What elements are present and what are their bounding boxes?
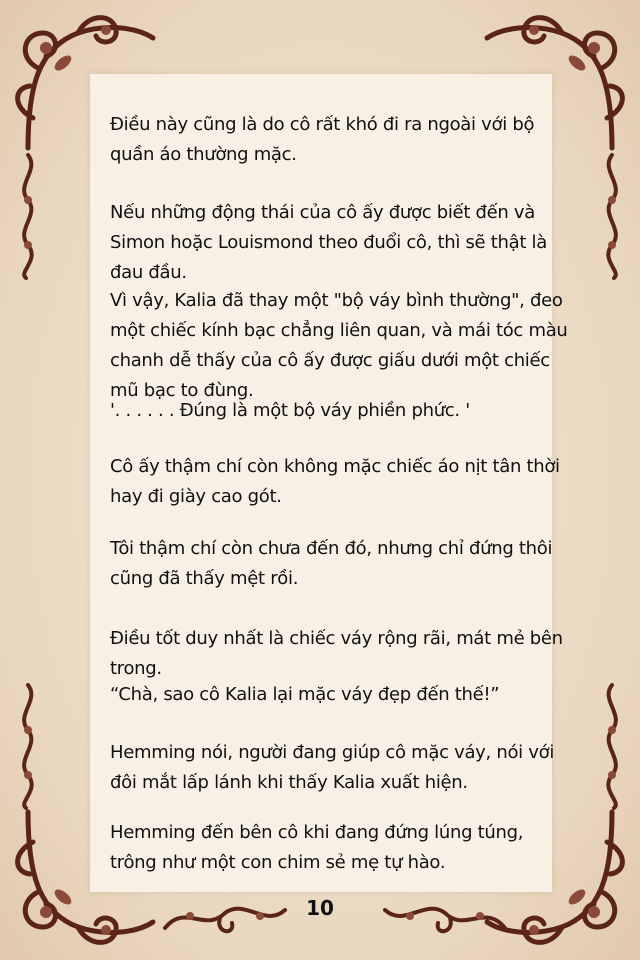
paragraph-3: Vì vậy, Kalia đã thay một "bộ váy bình thường", đeo một chiếc kính bạc chẳng liên quan, và mái tóc màu chanh dễ thấy của cô ấy được giấu dưới một chiếc mũ bạc to đùng. (110, 290, 568, 401)
side-scroll-right-bottom (596, 680, 630, 810)
paragraph-2: Nếu những động thái của cô ấy được biết đến và Simon hoặc Louismond theo đuổi cô, thì sẽ thật là đau đầu. (110, 202, 547, 283)
paragraph-1: Điều này cũng là do cô rất khó đi ra ngoài với bộ quần áo thường mặc. (110, 114, 535, 165)
paragraph-9: Hemming nói, người đang giúp cô mặc váy, nói với đôi mắt lấp lánh khi thấy Kalia xuất hiện. (110, 742, 555, 793)
paragraph-5: Cô ấy thậm chí còn không mặc chiếc áo nịt tân thời hay đi giày cao gót. (110, 456, 560, 507)
side-scroll-right-top (596, 150, 630, 280)
paragraph-4: '. . . . . . Đúng là một bộ váy phiền phức. ' (110, 400, 470, 421)
paragraph-6: Tôi thậm chí còn chưa đến đó, nhưng chỉ đứng thôi cũng đã thấy mệt rồi. (110, 538, 553, 589)
side-scroll-left-bottom (10, 680, 44, 810)
page-number: 10 (306, 896, 334, 920)
paragraph-10: Hemming đến bên cô khi đang đứng lúng túng, trông như một con chim sẻ mẹ tự hào. (110, 822, 524, 873)
paragraph-8: “Chà, sao cô Kalia lại mặc váy đẹp đến thế!” (110, 684, 500, 705)
side-scroll-left-top (10, 150, 44, 280)
paragraph-7: Điều tốt duy nhất là chiếc váy rộng rãi, mát mẻ bên trong. (110, 628, 563, 679)
